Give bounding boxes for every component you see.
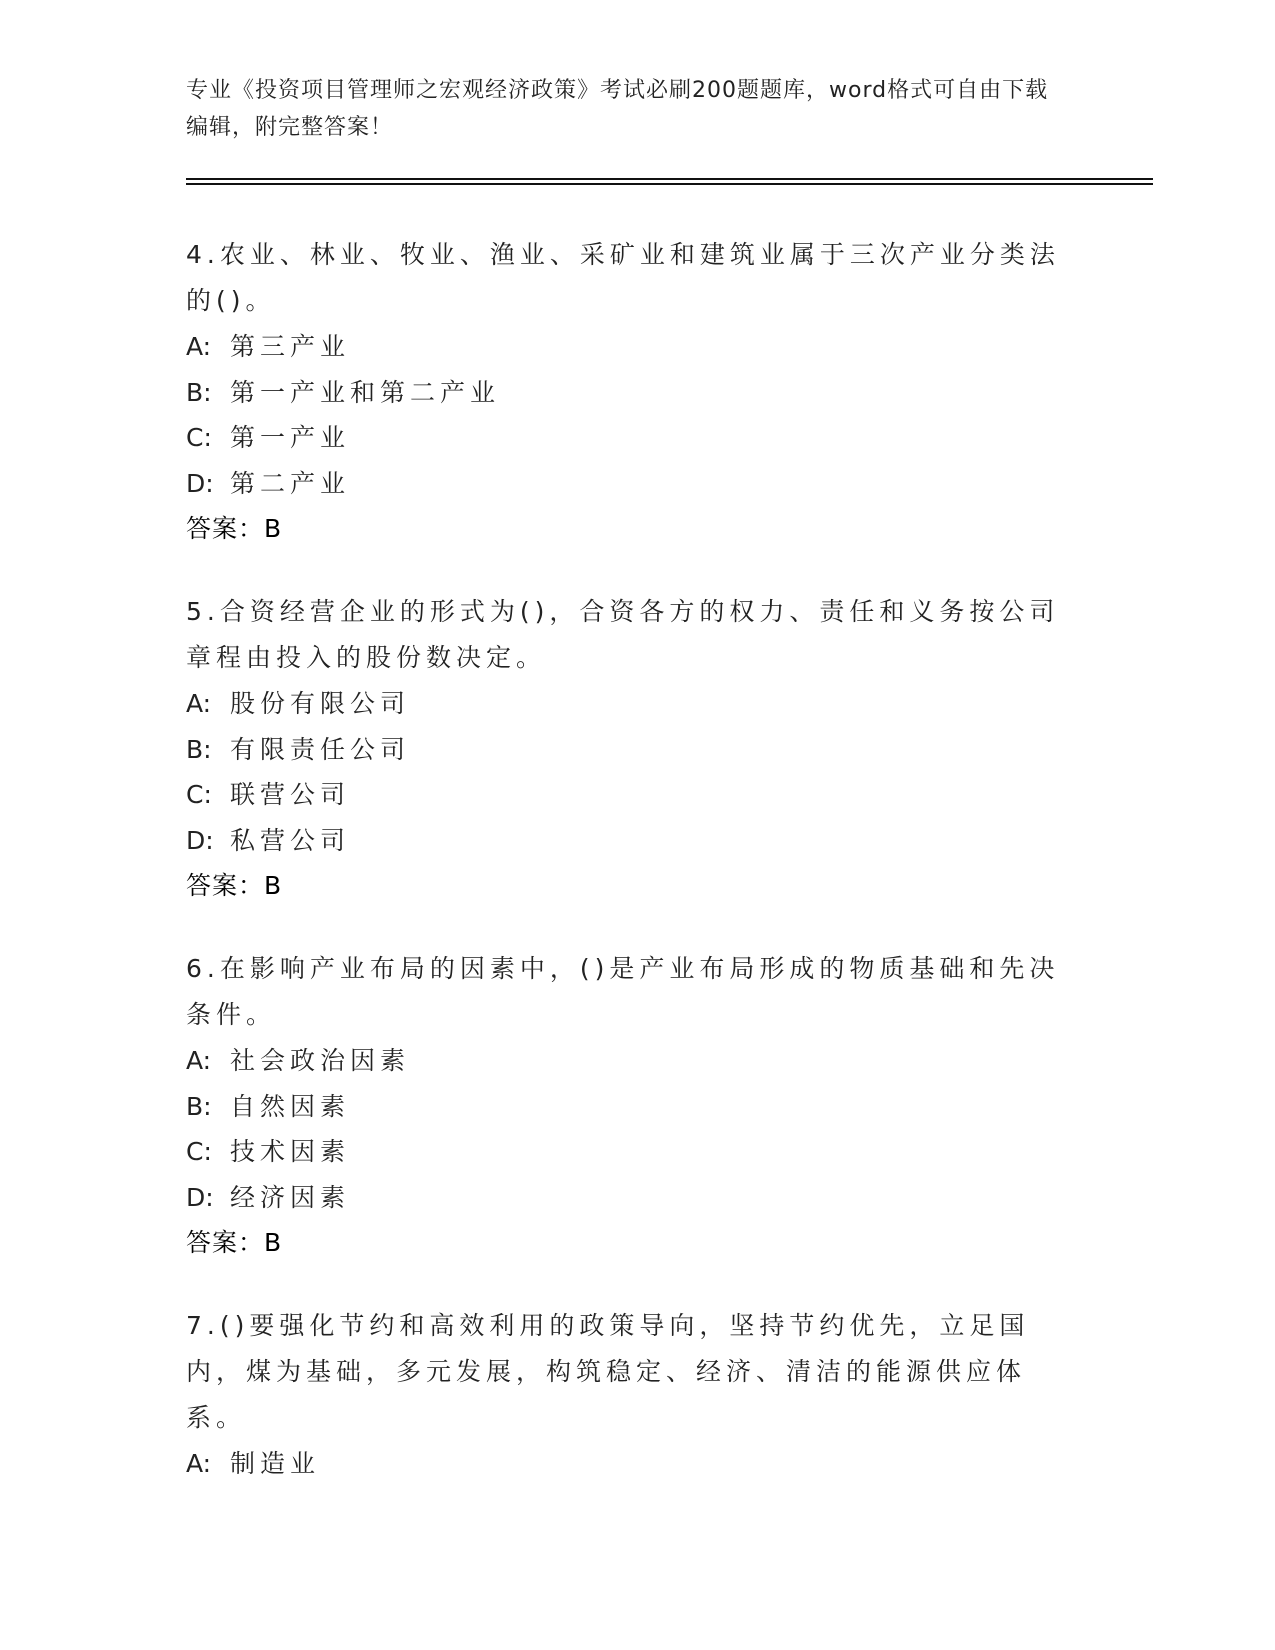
option-letter: C:: [186, 423, 212, 452]
option-a: [186, 1441, 1066, 1487]
option-letter: D:: [186, 1182, 214, 1212]
option-text: 第一产业: [230, 423, 351, 452]
option-b: [186, 1084, 1066, 1130]
option-letter: A:: [186, 332, 212, 361]
question-text: 4.农业、林业、牧业、渔业、采矿业和建筑业属于三次产业分类法的()。: [186, 240, 1060, 315]
option-text: 第二产业: [230, 468, 351, 498]
option-c: [186, 772, 1066, 818]
question-7: [186, 1303, 1066, 1487]
option-letter: A:: [186, 1449, 212, 1478]
option-text: 第三产业: [230, 332, 351, 361]
question-text: 7.()要强化节约和高效利用的政策导向，坚持节约优先，立足国内，煤为基础，多元发展，构筑稳定、经济、清洁的能源供应体系。: [186, 1311, 1030, 1432]
option-text: 社会政治因素: [230, 1046, 411, 1075]
option-letter: D:: [186, 468, 214, 498]
answer-line: 答案：B: [186, 1228, 283, 1257]
header-divider-bottom: [186, 183, 1153, 185]
option-letter: C:: [186, 1137, 212, 1166]
option-letter: A:: [186, 1046, 212, 1075]
option-d: [186, 461, 1066, 507]
question-text: 5.合资经营企业的形式为()，合资各方的权力、责任和义务按公司章程由投入的股份数决定。: [186, 597, 1060, 672]
option-d: [186, 1175, 1066, 1221]
option-d: [186, 818, 1066, 864]
option-c: [186, 415, 1066, 461]
option-letter: B:: [186, 377, 212, 407]
option-text: 股份有限公司: [230, 689, 411, 718]
option-text: 技术因素: [230, 1137, 351, 1166]
question-5: [186, 589, 1066, 909]
option-text: 制造业: [230, 1449, 321, 1478]
option-letter: B:: [186, 1091, 212, 1121]
document-header: 专业《投资项目管理师之宏观经济政策》考试必刷200题题库，word格式可自由下载编辑，附完整答案！: [186, 78, 1049, 140]
option-text: 第一产业和第二产业: [230, 377, 501, 407]
option-letter: B:: [186, 734, 212, 764]
option-text: 联营公司: [230, 780, 351, 809]
option-letter: C:: [186, 780, 212, 809]
option-letter: A:: [186, 689, 212, 718]
answer-line: 答案：B: [186, 871, 283, 900]
option-text: 自然因素: [230, 1091, 351, 1121]
question-text: 6.在影响产业布局的因素中，()是产业布局形成的物质基础和先决条件。: [186, 954, 1060, 1029]
option-text: 经济因素: [230, 1182, 351, 1212]
option-b: [186, 727, 1066, 773]
option-c: [186, 1129, 1066, 1175]
question-4: [186, 232, 1066, 552]
option-a: [186, 324, 1066, 370]
option-a: [186, 681, 1066, 727]
option-text: 有限责任公司: [230, 734, 411, 764]
answer-line: 答案：B: [186, 514, 283, 543]
option-text: 私营公司: [230, 825, 351, 855]
option-a: [186, 1038, 1066, 1084]
header-divider-top: [186, 178, 1153, 180]
question-list: [186, 232, 1066, 1524]
option-b: [186, 370, 1066, 416]
question-6: [186, 946, 1066, 1266]
option-letter: D:: [186, 825, 214, 855]
